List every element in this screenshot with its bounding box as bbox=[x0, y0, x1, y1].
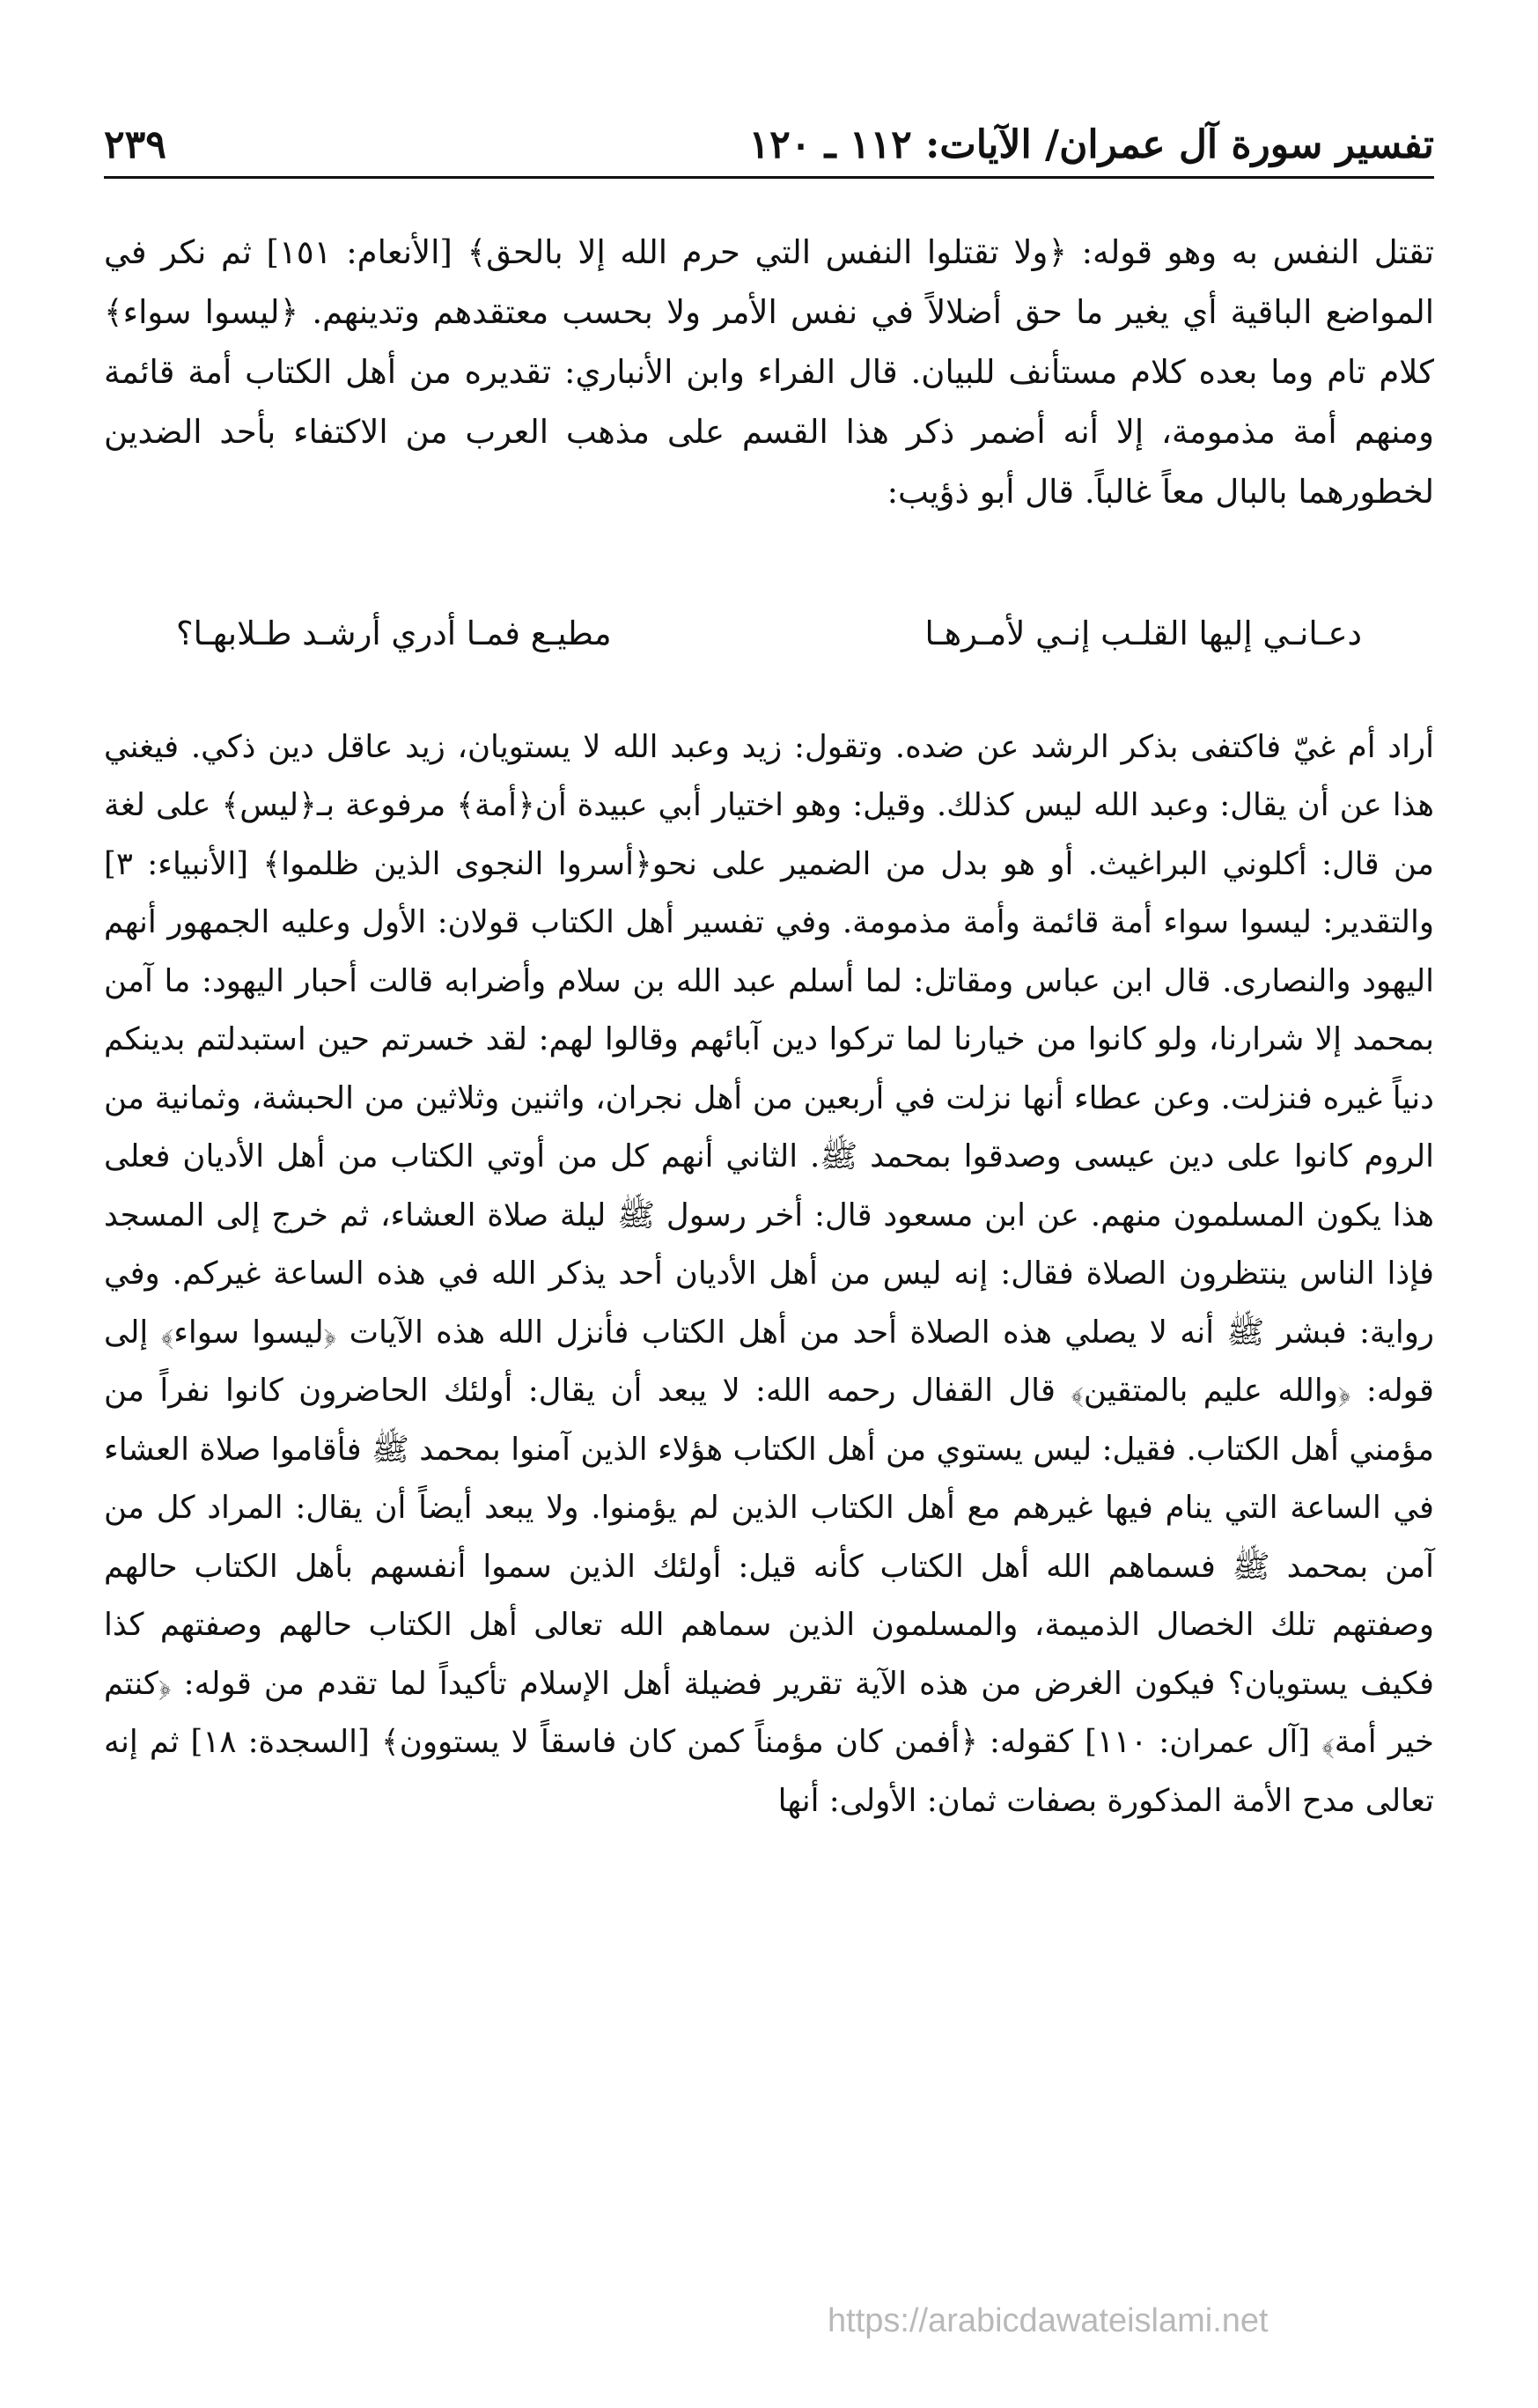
paragraph-1: تقتل النفس به وهو قوله: ﴿ولا تقتلوا النفس التي حرم الله إلا بالحق﴾ [الأنعام: ١٥١] ثم نكر في المواضع الباقية أي يغير ما حق أضلالاً في نفس الأمر ولا بحسب معتقدهم وتدينهم. ﴿ليسوا سواء﴾ كلام تام وما بعده كلام مستأنف للبيان. قال الفراء وابن الأنباري: تقديره من أهل الكتاب أمة قائمة ومنهم أمة مذمومة، إلا أنه أضمر ذكر هذا القسم على مذهب العرب من الاكتفاء بأحد الضدين لخطورهما بالبال معاً غالباً. قال أبو ذؤيب: bbox=[104, 233, 1434, 511]
header-title: تفسير سورة آل عمران/ الآيات: ١١٢ ـ ١٢٠ bbox=[748, 122, 1434, 167]
verse-second-hemistich: مطيـع فمـا أدري أرشـد طـلابهـا؟ bbox=[176, 615, 612, 652]
page-number: ٢٣٩ bbox=[104, 122, 166, 167]
verse-first-hemistich: دعـانـي إليها القلـب إنـي لأمـرهـا bbox=[924, 615, 1362, 652]
running-header bbox=[104, 106, 1434, 167]
poetry-verse bbox=[176, 608, 1362, 660]
header-divider bbox=[104, 176, 1434, 179]
watermark-url: https://arabicdawateislami.net bbox=[828, 2302, 1269, 2339]
paragraph-2: أراد أم غيّ فاكتفى بذكر الرشد عن ضده. وتقول: زيد وعبد الله لا يستويان، زيد عاقل دين ذكي. فيغني هذا عن أن يقال: وعبد الله ليس كذلك. وقيل: وهو اختيار أبي عبيدة أن﴿أمة﴾ مرفوعة بـ﴿ليس﴾ على لغة من قال: أكلوني البراغيث. أو هو بدل من الضمير على نحو﴿أسروا النجوى الذين ظلموا﴾ [الأنبياء: ٣] والتقدير: ليسوا سواء أمة قائمة وأمة مذمومة. وفي تفسير أهل الكتاب قولان: الأول وعليه الجمهور أنهم اليهود والنصارى. قال ابن عباس ومقاتل: لما أسلم عبد الله بن سلام وأضرابه قالت أحبار اليهود: ما آمن بمحمد إلا شرارنا، ولو كانوا من خيارنا لما تركوا دين آبائهم وقالوا لهم: لقد خسرتم حين استبدلتم بدينكم دنياً غيره فنزلت. وعن عطاء أنها نزلت في أربعين من أهل نجران، واثنين وثلاثين من الحبشة، وثمانية من الروم كانوا على دين عيسى وصدقوا بمحمد ﷺ. الثاني أنهم كل من أوتي الكتاب من أهل الأديان فعلى هذا يكون المسلمون منهم. عن ابن مسعود قال: أخر رسول ﷺ ليلة صلاة العشاء، ثم خرج إلى المسجد فإذا الناس ينتظرون الصلاة فقال: إنه ليس من أهل الأديان أحد يذكر الله في هذه الساعة غيركم. وفي رواية: فبشر ﷺ أنه لا يصلي هذه الصلاة أحد من أهل الكتاب فأنزل الله هذه الآيات ﴿ليسوا سواء﴾ إلى قوله: ﴿والله عليم بالمتقين﴾ قال القفال رحمه الله: لا يبعد أن يقال: أولئك الحاضرون كانوا نفراً من مؤمني أهل الكتاب. فقيل: ليس يستوي من أهل الكتاب هؤلاء الذين آمنوا بمحمد ﷺ فأقاموا صلاة العشاء في الساعة التي ينام فيها غيرهم مع أهل الكتاب الذين لم يؤمنوا. ولا يبعد أيضاً أن يقال: المراد كل من آمن بمحمد ﷺ فسماهم الله أهل الكتاب كأنه قيل: أولئك الذين سموا أنفسهم بأهل الكتاب حالهم وصفتهم تلك الخصال الذميمة، والمسلمون الذين سماهم الله تعالى أهل الكتاب حالهم وصفتهم كذا فكيف يستويان؟ فيكون الغرض من هذه الآية تقرير فضيلة أهل الإسلام تأكيداً لما تقدم من قوله: ﴿كنتم خير أمة﴾ [آل عمران: ١١٠] كقوله: ﴿أفمن كان مؤمناً كمن كان فاسقاً لا يستوون﴾ [السجدة: ١٨] ثم إنه تعالى مدح الأمة المذكورة بصفات ثمان: الأولى: أنها bbox=[104, 728, 1434, 1819]
